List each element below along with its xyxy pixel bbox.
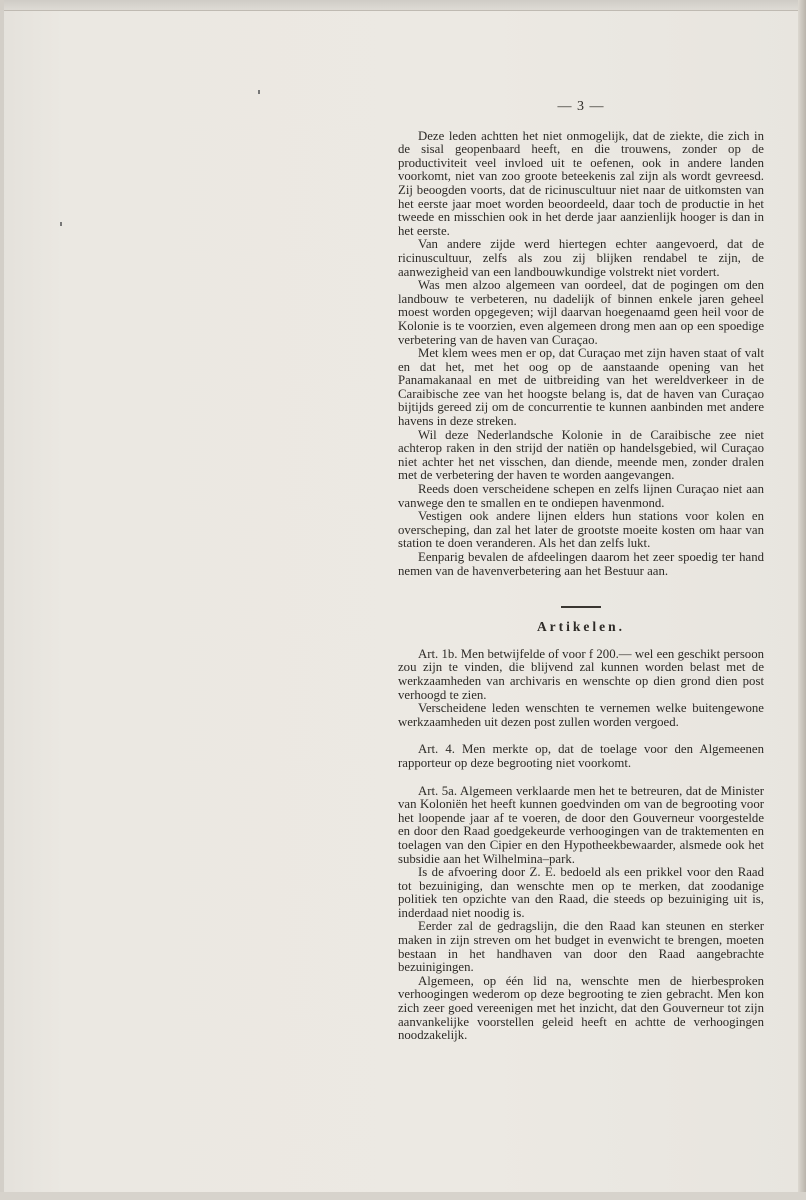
spacer bbox=[398, 771, 764, 785]
spacer bbox=[398, 729, 764, 743]
paragraph: Is de afvoering door Z. E. bedoeld als een prikkel voor den Raad tot bezuiniging, dan wenschte men op te merken, dat zoodanige politiek ten opzichte van den Raad, die steeds op bezuiniging uit is, inderdaad niet noodig is. bbox=[398, 865, 764, 920]
article-4 bbox=[398, 743, 764, 770]
paragraph: Met klem wees men er op, dat Curaçao met zijn haven staat of valt en dat het, met het oog op de aanstaande opening van het Panamakanaal en met de uitbreiding van het wereldverkeer in de Caraibische zee van het hoogste belang is, dat de haven van Curaçao bijtijds gereed zij om de concurrentie te kunnen aanbinden met andere havens in deze streken. bbox=[398, 346, 764, 429]
ink-speck bbox=[60, 222, 62, 226]
intro-section bbox=[398, 130, 764, 579]
section-divider bbox=[561, 606, 601, 608]
text-column bbox=[398, 100, 764, 1043]
paragraph: Deze leden achtten het niet onmogelijk, dat de ziekte, die zich in de sisal geopenbaard heeft, en die trouwens, zonder op de productiviteit veel invloed uit te oefenen, ook in andere landen voorkomt, niet van zoo groote beteekenis zal zijn als wordt gevreesd. Zij beoogden voorts, dat de ricinuscultuur niet naar de uitkomsten van het eerste jaar moet worden beoordeeld, daar toch de productie in het tweede en misschien ook in het derde jaar aanzienlijk hooger is dan in het eerste. bbox=[398, 128, 764, 238]
page-right-edge bbox=[798, 0, 806, 1200]
article-1b bbox=[398, 648, 764, 730]
paragraph: Vestigen ook andere lijnen elders hun stations voor kolen en overscheping, dan zal het later de grootste moeite kosten om haar van station te doen veranderen. Als het dan zelfs lukt. bbox=[398, 509, 764, 551]
article-5a bbox=[398, 785, 764, 1043]
paragraph: Van andere zijde werd hiertegen echter aangevoerd, dat de ricinuscultuur, zelfs als zou zij blijken rendabel te zijn, de aanwezigheid van een landbouwkundige volstrekt niet vordert. bbox=[398, 237, 764, 279]
page-left-edge bbox=[0, 0, 4, 1200]
paragraph: Art. 4. Men merkte op, dat de toelage voor den Algemeenen rapporteur op deze begrooting niet voorkomt. bbox=[398, 742, 764, 770]
page-bottom-edge bbox=[0, 1192, 806, 1200]
paragraph: Algemeen, op één lid na, wenschte men de hierbesproken verhoogingen wederom op deze begrooting te zien gebracht. Men kon zich zeer goed vereenigen met het inzicht, dat den Gouverneur tot zijn aanvankelijke voorstellen geleid heeft en achtte de verhoogingen noodzakelijk. bbox=[398, 973, 764, 1043]
page-number: — 3 — bbox=[557, 99, 605, 114]
paragraph: Reeds doen verscheidene schepen en zelfs lijnen Curaçao niet aan vanwege den te smallen en te ondiepen havenmond. bbox=[398, 482, 764, 510]
section-heading: Artikelen. bbox=[536, 619, 626, 635]
paragraph: Was men alzoo algemeen van oordeel, dat de pogingen om den landbouw te verbeteren, nu dadelijk of binnen enkele jaren geheel moest worden opgegeven; wijl daarvan hoegenaamd geen heil voor de Kolonie is te voorzien, even algemeen drong men aan op een spoedige verbetering van de haven van Curaçao. bbox=[398, 278, 764, 347]
paragraph: Verscheidene leden wenschten te vernemen welke buitengewone werkzaamheden uit dezen post zullen worden vergoed. bbox=[398, 701, 764, 729]
page-top-edge bbox=[0, 0, 806, 11]
paragraph: Eenparig bevalen de afdeelingen daarom het zeer spoedig ter hand nemen van de havenverbetering aan het Bestuur aan. bbox=[398, 550, 764, 578]
paragraph: Art. 1b. Men betwijfelde of voor f 200.— wel een geschikt persoon zou zijn te vinden, die blijvend zal kunnen worden belast met de werkzaamheden van archivaris en wenschte op dien grond dien post verhoogd te zien. bbox=[398, 646, 764, 702]
paragraph: Wil deze Nederlandsche Kolonie in de Caraibische zee niet achterop raken in den strijd der natiën op handelsgebied, wil Curaçao niet achter het net visschen, dan diende, meende men, zonder dralen met de verbetering der haven te worden aangevangen. bbox=[398, 427, 764, 483]
paragraph: Eerder zal de gedragslijn, die den Raad kan steunen en sterker maken in zijn streven om het budget in evenwicht te brengen, moeten bestaan in het handhaven van door den Raad aangebrachte bezuinigingen. bbox=[398, 919, 764, 975]
paragraph: Art. 5a. Algemeen verklaarde men het te betreuren, dat de Minister van Koloniën het heeft kunnen goedvinden om van de begrooting voor het loopende jaar af te voeren, de door den Gouverneur voorgestelde en door den Raad goedgekeurde verhoogingen van de traktementen en toelagen van den Cipier en den Hypotheekbewaarder, alsmede ook het subsidie aan het Wilhelmina–park. bbox=[398, 783, 764, 866]
ink-speck bbox=[258, 90, 260, 94]
